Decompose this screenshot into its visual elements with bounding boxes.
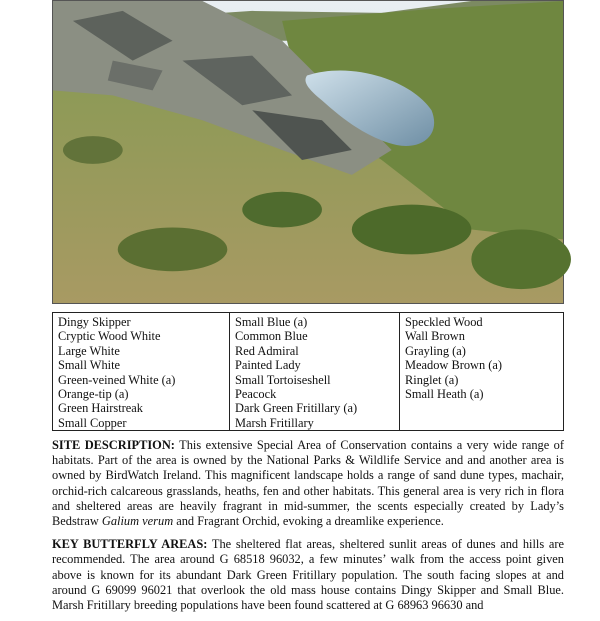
species-item: Wall Brown bbox=[405, 329, 465, 344]
species-item: Small Heath (a) bbox=[405, 387, 484, 402]
site-description-heading: SITE DESCRIPTION: bbox=[52, 438, 175, 452]
body-text bbox=[52, 438, 564, 621]
key-butterfly-areas-heading: KEY BUTTERFLY AREAS: bbox=[52, 537, 208, 552]
site-description-text-end: and Fragrant Orchid, evoking a dreamlike experience. bbox=[173, 514, 444, 529]
butterfly-species-table bbox=[52, 312, 564, 431]
scientific-name: Galium verum bbox=[101, 514, 174, 529]
species-column-1 bbox=[53, 313, 230, 430]
species-item: Large White bbox=[58, 343, 120, 358]
species-column-3 bbox=[400, 313, 563, 430]
species-item: Peacock bbox=[235, 387, 277, 402]
species-item: Green Hairstreak bbox=[58, 401, 143, 416]
species-item: Painted Lady bbox=[235, 358, 301, 373]
key-butterfly-areas-paragraph bbox=[52, 537, 564, 613]
species-item: Cryptic Wood White bbox=[58, 329, 161, 344]
species-item: Grayling (a) bbox=[405, 343, 466, 358]
species-item: Ringlet (a) bbox=[405, 372, 459, 387]
species-item: Marsh Fritillary bbox=[235, 415, 314, 430]
site-description-paragraph bbox=[52, 438, 564, 529]
species-item: Dingy Skipper bbox=[58, 315, 131, 329]
species-column-2 bbox=[230, 313, 400, 430]
species-item: Dark Green Fritillary (a) bbox=[235, 401, 358, 416]
site-description-text: This extensive Special Area of Conservation contains a very wide range of habitats. Part of the area is owned by the National Parks & Wildlife Service and and another area is owned by BirdWatch Ireland. This magnificent landscape holds a range of sand dune types, machair, orchid-rich calcareous grasslands, heaths, fen and other habitats. This general area is very rich in flora and sheltered areas are heavily fragrant in mid-summer, the scents especially created by Lady’s Bedstraw bbox=[52, 438, 564, 529]
species-item: Speckled Wood bbox=[405, 315, 483, 329]
landscape-photo bbox=[52, 0, 564, 304]
species-item: Small Copper bbox=[58, 415, 127, 430]
species-item: Meadow Brown (a) bbox=[405, 358, 503, 373]
species-item: Small Tortoiseshell bbox=[235, 372, 331, 387]
species-item: Orange-tip (a) bbox=[58, 387, 129, 402]
landscape-illustration bbox=[53, 1, 563, 303]
species-item: Small Blue (a) bbox=[235, 315, 308, 329]
key-butterfly-areas-text: The sheltered flat areas, sheltered sunlit areas of dunes and hills are recommended. The area around G 68518 96032, a few minutes’ walk from the access point given above is known for its abundant Dark Green Fritillary population. The south facing slopes at and around G 69099 96021 that overlook the old mass house contains Dingy Skipper and Small Blue. Marsh Fritillary breeding populations have been found scattered at G 68963 96630 and bbox=[52, 537, 564, 613]
species-item: Red Admiral bbox=[235, 343, 299, 358]
species-item: Green-veined White (a) bbox=[58, 372, 176, 387]
species-item: Small White bbox=[58, 358, 121, 373]
species-item: Common Blue bbox=[235, 329, 308, 344]
